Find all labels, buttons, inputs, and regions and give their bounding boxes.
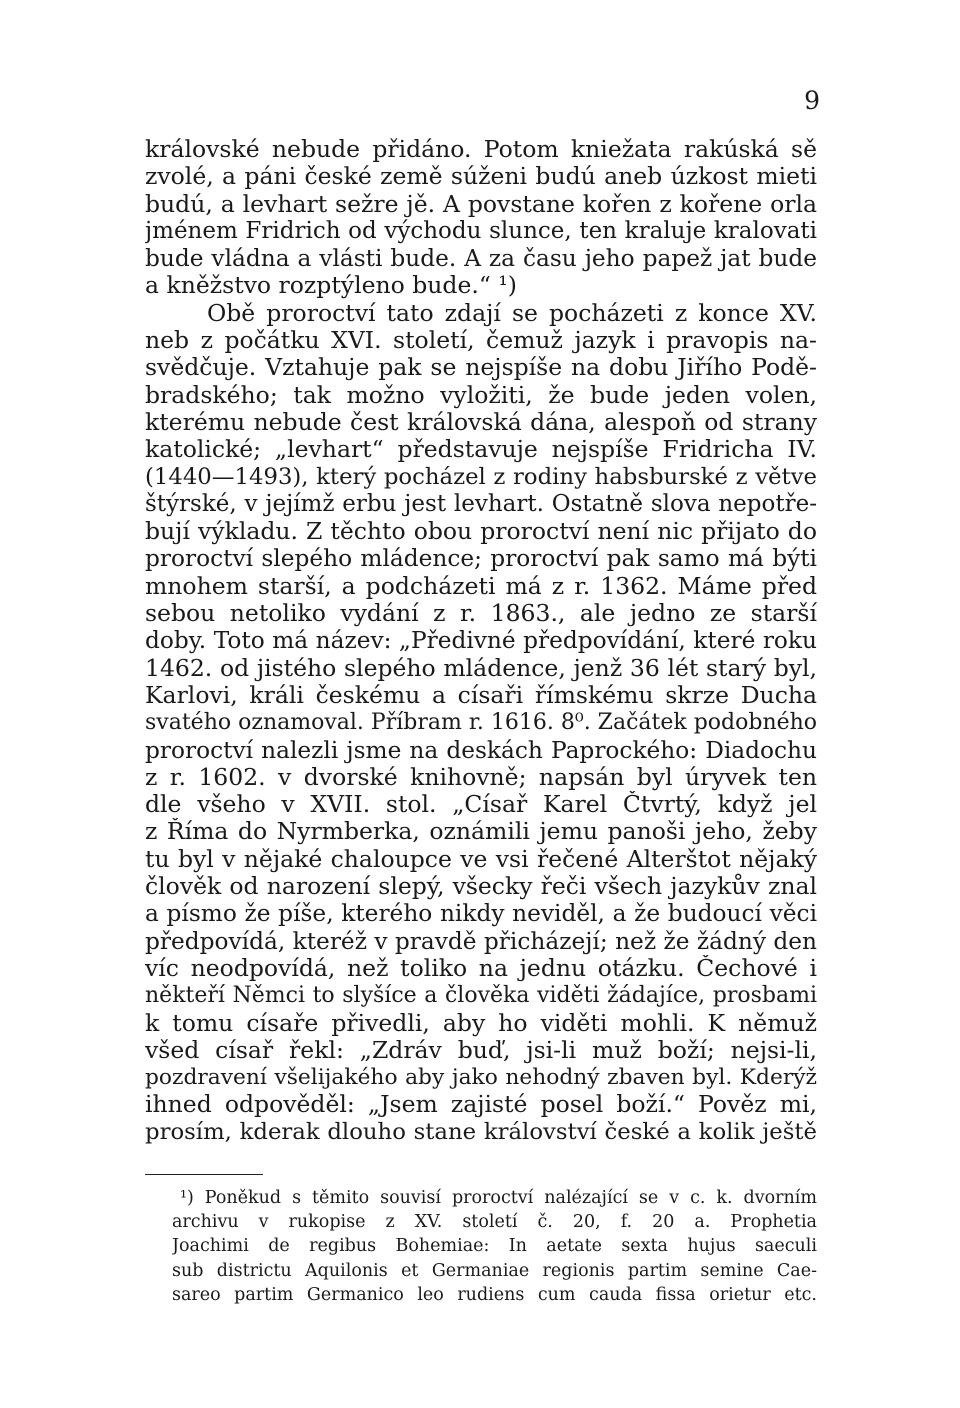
page-number: 9 — [804, 86, 820, 115]
text-line: ihned odpověděl: „Jsem zajisté posel boží.“ Pověz mi, — [145, 1091, 817, 1119]
main-text — [145, 136, 817, 1146]
text-line: proroctví nalezli jsme na deskách Paprockého: Diadochu — [145, 736, 817, 764]
text-line: bují výkladu. Z těchto obou proroctví není nic přijato do — [145, 518, 817, 546]
footnote-line: sub districtu Aquilonis et Germaniae regionis partim semine Cae- — [172, 1260, 817, 1281]
text-line: 1462. od jistého slepého mládence, jenž 36 lét starý byl, — [145, 654, 817, 682]
text-line: Obě proroctví tato zdají se pocházeti z konce XV. — [207, 299, 817, 327]
text-line: zvolé, a páni české země súženi budú aneb úzkost mieti — [145, 163, 817, 191]
text-line: (1440—1493), který pocházel z rodiny habsburské z větve — [145, 463, 817, 490]
text-line: kterému nebude čest královská dána, alespoň od strany — [145, 408, 817, 436]
text-line: člověk od narození slepý, všecky řeči všech jazykův znal — [145, 873, 817, 901]
text-line: prosím, kderak dlouho stane království české a kolik ještě — [145, 1118, 817, 1145]
text-line: předpovídá, kteréž v pravdě přicházejí; než že žádný den — [145, 927, 817, 955]
text-line: královské nebude přidáno. Potom kniežata rakúská sě — [145, 136, 817, 163]
text-line: bude vládna a vlásti bude. A za času jeho papež jat bude — [145, 245, 817, 273]
text-line: někteří Němci to slyšíce a člověka viděti žádajíce, prosbami — [145, 983, 817, 1009]
text-line: všed císař řekl: „Zdráv buď, jsi-li muž boží; nejsi-li, — [145, 1036, 817, 1064]
text-line: dle všeho v XVII. stol. „Císař Karel Čtvrtý, když jel — [145, 791, 817, 819]
text-line: pozdravení všelijakého aby jako nehodný zbaven byl. Kderýž — [145, 1065, 817, 1091]
text-line: štýrské, v jejímž erbu jest levhart. Ostatně slova nepotře- — [145, 490, 817, 517]
text-line: a písmo že píše, kterého nikdy neviděl, a že budoucí věci — [145, 900, 817, 928]
footnote-line: Joachimi de regibus Bohemiae: In aetate sexta hujus saeculi — [172, 1236, 817, 1257]
text-line: tu byl v nějaké chaloupce ve vsi řečené Alterštot nějaký — [145, 845, 817, 873]
text-line: Karlovi, králi českému a císaři římskému skrze Ducha — [145, 681, 817, 709]
text-line: víc neodpovídá, než toliko na jednu otázku. Čechové i — [145, 954, 817, 982]
text-line: proroctví slepého mládence; proroctví pak samo má býti — [145, 545, 817, 573]
footnote-line: ¹) Poněkud s těmito souvisí proroctví nalézající se v c. k. dvorním — [180, 1188, 817, 1208]
text-line: svědčuje. Vztahuje pak se nejspíše na dobu Jiřího Podě- — [145, 354, 817, 382]
footnote-line: archivu v rukopise z XV. století č. 20, f. 20 a. Prophetia — [172, 1212, 817, 1233]
text-line: doby. Toto má název: „Předivné předpovídání, které roku — [145, 627, 817, 655]
text-line: k tomu císaře přivedli, aby ho viděti mohli. K němuž — [145, 1009, 817, 1037]
text-line: z Říma do Nyrmberka, oznámili jemu panoši jeho, žeby — [145, 818, 817, 846]
text-line: a kněžstvo rozptýleno bude.“ ¹) — [145, 272, 517, 300]
text-line: sebou netoliko vydání z r. 1863., ale jedno ze starší — [145, 600, 817, 628]
text-line: mnohem starší, a podcházeti má z r. 1362. Máme před — [145, 572, 817, 600]
footnote — [172, 1186, 817, 1307]
text-line: z r. 1602. v dvorské knihovně; napsán byl úryvek ten — [145, 763, 817, 791]
text-line: neb z počátku XVI. století, čemuž jazyk i pravopis na- — [145, 327, 817, 355]
text-line: bradského; tak možno vyložiti, že bude jeden volen, — [145, 381, 817, 409]
text-line: budú, a levhart sežre jě. A povstane kořen z kořene orla — [145, 190, 817, 218]
text-line: svatého oznamoval. Příbram r. 1616. 8⁰. Začátek podobného — [145, 710, 817, 736]
footnote-line: sareo partim Germanico leo rudiens cum cauda fissa orietur etc. — [172, 1284, 817, 1305]
footnote-rule — [145, 1174, 263, 1175]
text-line: jménem Fridrich od východu slunce, ten kraluje kralovati — [145, 217, 817, 244]
text-line: katolické; „levhart“ představuje nejspíše Fridricha IV. — [145, 436, 817, 464]
